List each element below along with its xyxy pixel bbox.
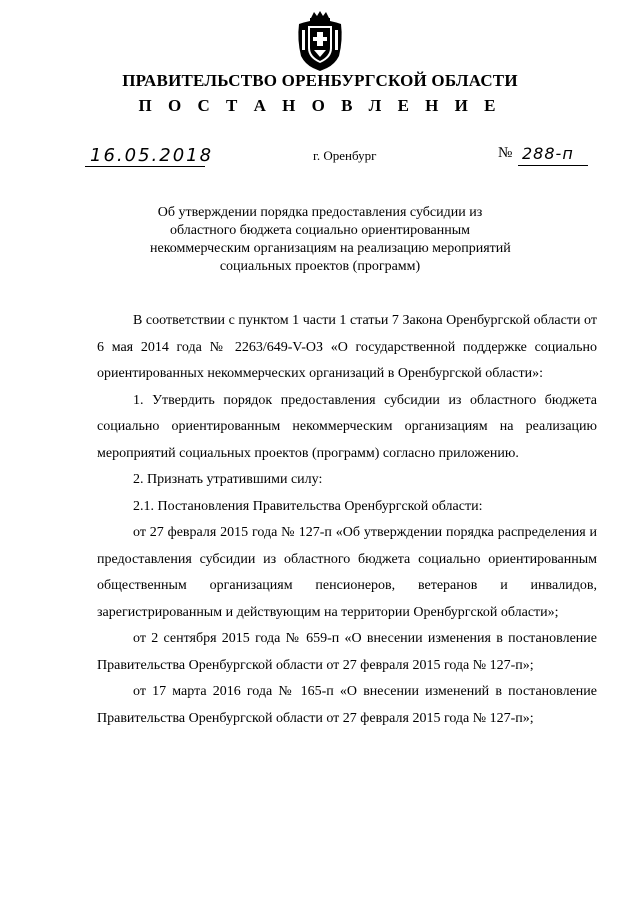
document-subject [150, 204, 511, 276]
subject-line: некоммерческим организациям на реализацию мероприятий [150, 241, 511, 256]
document-number: 288-п [522, 144, 574, 163]
date-underline [85, 166, 205, 167]
body-paragraph: 2. Признать утратившими силу: [133, 472, 323, 487]
body-paragraph: от 2 сентября 2015 года № 659-п «О внесении изменения в постановление Правительства Оренбургской области от 27 февраля 2015 года № 127-п»; [97, 631, 597, 673]
coat-of-arms-icon [295, 10, 345, 72]
body-paragraph: В соответствии с пунктом 1 части 1 статьи 7 Закона Оренбургской области от 6 мая 2014 года № 2263/649-V-ОЗ «О государственной поддержке социально ориентированных некоммерческих организаций в Оренбургской области»: [97, 313, 597, 381]
body-paragraph: 1. Утвердить порядок предоставления субсидии из областного бюджета социально ориентированным некоммерческим организациям на реализацию мероприятий социальных проектов (программ) согласно приложению. [97, 392, 597, 461]
document-type: П О С Т А Н О В Л Е Н И Е [138, 96, 502, 115]
body-paragraph: 2.1. Постановления Правительства Оренбургской области: [133, 498, 483, 514]
subject-line: социальных проектов (программ) [219, 259, 421, 274]
body-paragraph: от 27 февраля 2015 года № 127-п «Об утверждении порядка распределения и предоставления субсидии из областного бюджета социально ориентированным общественным организациям пенсионеров, ветеранов и инвалидов, зарегистрированным и действующим на территории Оренбургской области»; [97, 525, 597, 620]
government-title: ПРАВИТЕЛЬСТВО ОРЕНБУРГСКОЙ ОБЛАСТИ [122, 71, 518, 90]
number-label: № [498, 145, 513, 161]
subject-line: областного бюджета социально ориентированным [170, 223, 470, 238]
document-body [97, 308, 597, 732]
number-underline [518, 165, 588, 166]
document-city: г. Оренбург [313, 148, 377, 163]
document-date: 16.05.2018 [90, 145, 214, 166]
subject-line: Об утверждении порядка предоставления субсидии из [157, 205, 483, 220]
body-paragraph: от 17 марта 2016 года № 165-п «О внесении изменений в постановление Правительства Оренбургской области от 27 февраля 2015 года № 127-п»; [97, 684, 597, 726]
